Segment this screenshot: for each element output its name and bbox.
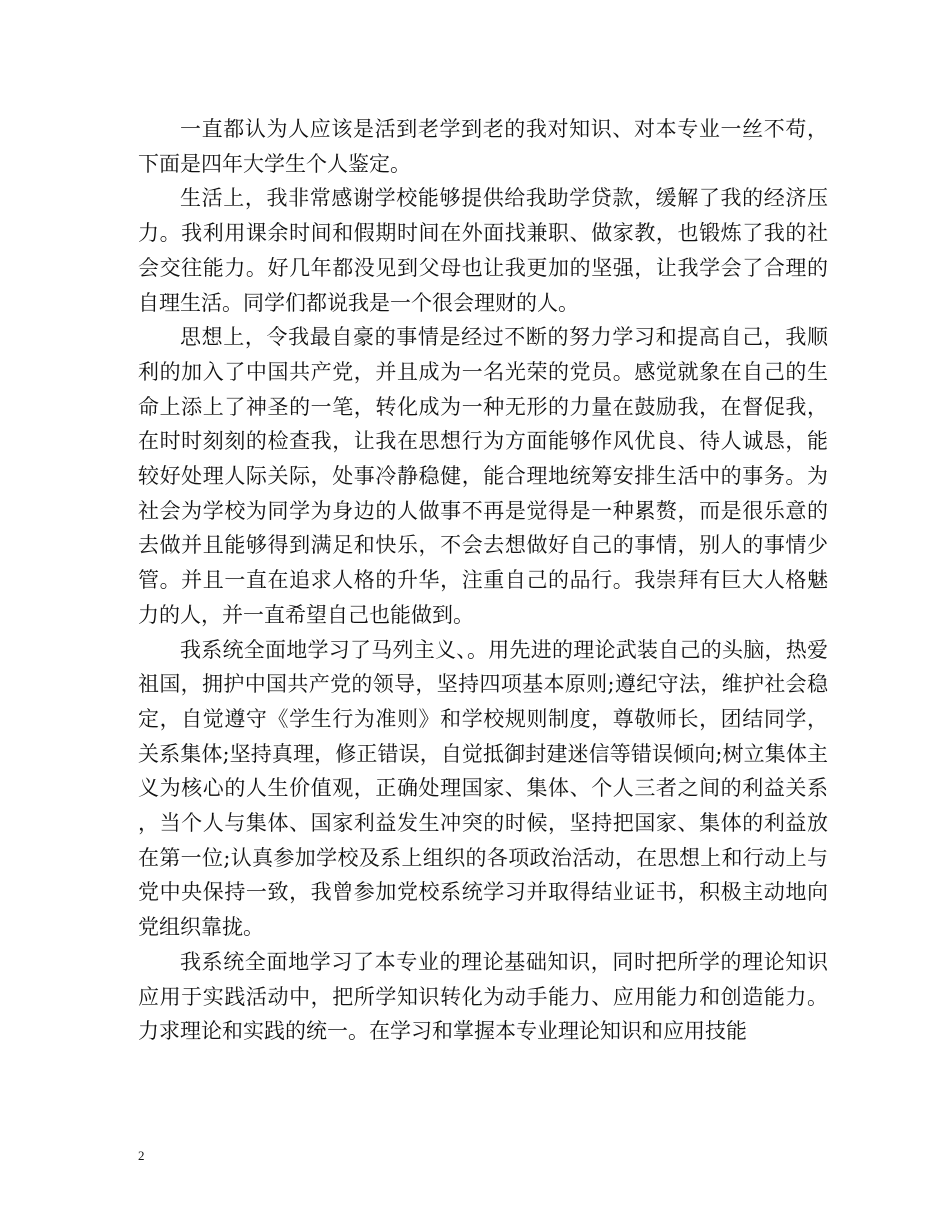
paragraph-life: 生活上，我非常感谢学校能够提供给我助学贷款，缓解了我的经济压力。我利用课余时间和假期时间在外面找兼职、做家教，也锻炼了我的社会交往能力。好几年都没见到父母也让我更加的坚强，让我学会了合理的自理生活。同学们都说我是一个很会理财的人。: [138, 186, 828, 315]
paragraph-thought: 思想上，令我最自豪的事情是经过不断的努力学习和提高自己，我顺利的加入了中国共产党，并且成为一名光荣的党员。感觉就象在自己的生命上添上了神圣的一笔，转化成为一种无形的力量在鼓励我，在督促我，在时时刻刻的检查我，让我在思想行为方面能够作风优良、待人诚恳，能较好处理人际关际，处事冷静稳健，能合理地统筹安排生活中的事务。为社会为学校为同学为身边的人做事不再是觉得是一种累赘，而是很乐意的去做并且能够得到满足和快乐，不会去想做好自己的事情，别人的事情少管。并且一直在追求人格的升华，注重自己的品行。我崇拜有巨大人格魅力的人，并一直希望自己也能做到。: [138, 325, 828, 627]
paragraph-theory: 我系统全面地学习了马列主义、。用先进的理论武装自己的头脑，热爱祖国，拥护中国共产党的领导，坚持四项基本原则;遵纪守法，维护社会稳定，自觉遵守《学生行为准则》和学校规则制度，尊敬师长，团结同学，关系集体;坚持真理，修正错误，自觉抵御封建迷信等错误倾向;树立集体主义为核心的人生价值观，正确处理国家、集体、个人三者之间的利益关系，当个人与集体、国家利益发生冲突的时候，坚持把国家、集体的利益放在第一位;认真参加学校及系上组织的各项政治活动，在思想上和行动上与党中央保持一致，我曾参加党校系统学习并取得结业证书，积极主动地向党组织靠拢。: [138, 637, 828, 940]
page-number: 2: [138, 1148, 145, 1163]
body-text: [138, 112, 828, 1049]
paragraph-study: 我系统全面地学习了本专业的理论基础知识，同时把所学的理论知识应用于实践活动中，把所学知识转化为动手能力、应用能力和创造能力。力求理论和实践的统一。在学习和掌握本专业理论知识和应用技能: [138, 949, 828, 1044]
paragraph-intro: 一直都认为人应该是活到老学到老的我对知识、对本专业一丝不苟，下面是四年大学生个人鉴定。: [138, 117, 828, 176]
